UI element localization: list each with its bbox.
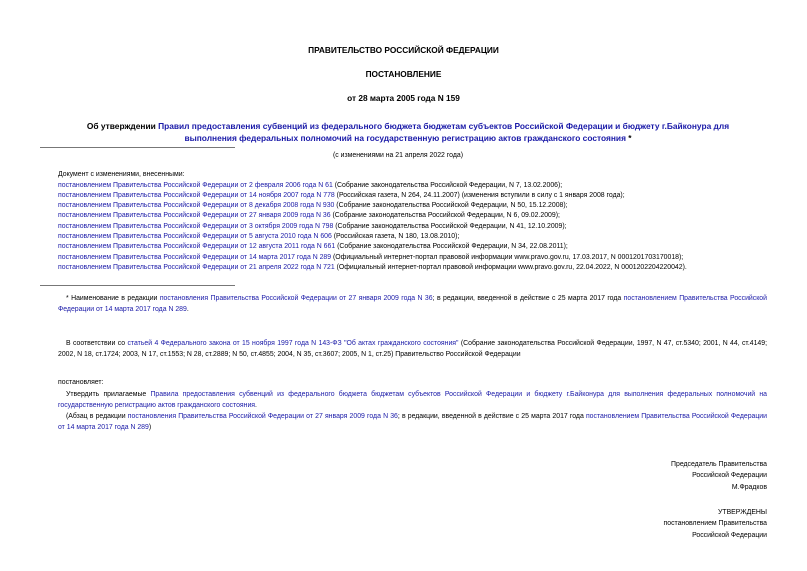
change-text: (Собрание законодательства Российской Федерации, N 7, 13.02.2006); (332, 181, 563, 189)
changes-intro: Документ с изменениями, внесенными: (58, 171, 185, 178)
footnote-text-1: * Наименование в редакции (66, 295, 160, 302)
change-text: (Собрание законодательства Российской Федерации, N 34, 22.08.2011); (335, 243, 568, 251)
document-type: ПОСТАНОВЛЕНИЕ (365, 69, 442, 79)
decree-verb: постановляет: (58, 379, 104, 386)
change-link[interactable]: постановлением Правительства Российской Федерации от 3 октября 2009 года N 798 (58, 222, 334, 230)
divider-bottom (40, 285, 235, 286)
change-item (58, 201, 568, 211)
change-link[interactable]: постановлением Правительства Российской Федерации от 2 февраля 2006 года N 61 (58, 181, 333, 189)
signature-title: Председатель Правительства (671, 461, 767, 468)
approved-block (607, 507, 767, 541)
signature-name: М.Фрадков (731, 483, 767, 491)
footnote-link-2[interactable]: постановлением Правительства Российской Федерации от 14 марта 2017 года N 289 (58, 295, 767, 313)
amend-link-1[interactable]: постановления Правительства Российской Федерации от 27 января 2009 года N 36 (127, 413, 398, 420)
amend-text-1: (Абзац в редакции (66, 413, 128, 420)
approved-label: УТВЕРЖДЕНЫ (718, 509, 767, 516)
change-link[interactable]: постановлением Правительства Российской Федерации от 21 апреля 2022 года N 721 (58, 263, 335, 271)
change-text: (Собрание законодательства Российской Федерации, N 41, 12.10.2009); (333, 222, 567, 230)
change-text: (Собрание законодательства Российской Федерации, N 50, 15.12.2008); (334, 202, 568, 210)
change-link[interactable]: постановлением Правительства Российской Федерации от 12 августа 2011 года N 661 (58, 243, 336, 251)
decree-text-2: . (255, 402, 257, 409)
preamble (58, 338, 767, 360)
change-link[interactable]: постановлением Правительства Российской Федерации от 8 декабря 2008 года N 930 (58, 202, 335, 210)
change-text: (Собрание законодательства Российской Федерации, N 6, 09.02.2009); (330, 212, 560, 220)
decree-amendment-note (58, 411, 767, 433)
title-prefix: Об утверждении (86, 121, 159, 131)
decree-text-1: Утвердить прилагаемые (66, 391, 151, 398)
change-item (58, 191, 625, 201)
signature-block (607, 459, 767, 493)
change-text: (Российская газета, N 264, 24.11.2007) (изменения вступили в силу с 1 января 2008 года); (334, 191, 625, 199)
title-suffix: * (625, 133, 632, 143)
title-link-line2[interactable]: выполнения федеральных полномочий на государственную регистрацию актов гражданского состояния (184, 133, 626, 143)
change-text: (Официальный интернет-портал правовой информации www.pravo.gov.ru, 22.04.2022, N 0001202204220042). (334, 263, 687, 271)
amended-note: (с изменениями на 21 апреля 2022 года) (333, 152, 463, 159)
footnote (58, 293, 767, 315)
change-text: (Российская газета, N 180, 13.08.2010); (331, 233, 460, 240)
government-heading: ПРАВИТЕЛЬСТВО РОССИЙСКОЙ ФЕДЕРАЦИИ (308, 45, 499, 55)
preamble-text-1: В соответствии со (66, 340, 128, 347)
change-link[interactable]: постановлением Правительства Российской Федерации от 14 марта 2017 года N 289 (58, 253, 332, 261)
approved-country: Российской Федерации (692, 531, 767, 539)
approved-by: постановлением Правительства (663, 520, 767, 528)
footnote-link-1[interactable]: постановления Правительства Российской Федерации от 27 января 2009 года N 36 (159, 295, 433, 302)
decree-paragraph (58, 389, 767, 411)
footnote-text-2: ; в редакции, введенной в действие с 25 марта 2017 года (432, 295, 624, 302)
change-item (58, 211, 560, 221)
change-item (58, 242, 568, 252)
divider-top (40, 147, 235, 148)
amend-text-2: ; в редакции, введенной в действие с 25 марта 2017 года (397, 413, 586, 420)
amend-text-3: ) (148, 424, 152, 431)
change-item (58, 253, 683, 263)
change-item (58, 232, 459, 242)
document-date: от 28 марта 2005 года N 159 (347, 93, 460, 103)
amend-link-2[interactable]: постановлением Правительства Российской Федерации от 14 марта 2017 года N 289 (58, 413, 767, 431)
footnote-text-3: . (186, 306, 189, 313)
change-item (58, 263, 687, 273)
change-link[interactable]: постановлением Правительства Российской Федерации от 5 августа 2010 года N 606 (58, 233, 332, 240)
preamble-law-link[interactable]: статьей 4 Федерального закона от 15 ноября 1997 года N 143-ФЗ "Об актах гражданского состояния" (127, 340, 459, 347)
change-item (58, 222, 567, 232)
preamble-text-2: (Собрание законодательства Российской Федерации, 1997, N 47, ст.5340; 2001, N 44, ст.4149; 2002, N 18, ст.1724; 2003, N 17, ст.1553; N 28, ст.2889; N 50, ст.4855; 2004, N 35, ст.3607; 2005, N 1, ст.25) Правительство Российской Федерации (58, 340, 767, 358)
title-link-line1[interactable]: Правил предоставления субвенций из федерального бюджета бюджетам субъектов Российской Федерации и бюджету г.Байконура для (158, 121, 730, 131)
decree-rules-link[interactable]: Правила предоставления субвенций из федерального бюджета бюджетам субъектов Российской Федерации и бюджету г.Байконура для выполнения федеральных полномочий на государственную регистрацию актов гражданского состояния (58, 391, 767, 409)
document-title (58, 120, 758, 144)
change-text: (Официальный интернет-портал правовой информации www.pravo.gov.ru, 17.03.2017, N 0001201703170018); (331, 253, 684, 261)
change-link[interactable]: постановлением Правительства Российской Федерации от 14 ноября 2007 года N 778 (58, 191, 335, 199)
signature-country: Российской Федерации (692, 472, 767, 480)
change-link[interactable]: постановлением Правительства Российской Федерации от 27 января 2009 года N 36 (58, 212, 331, 220)
change-item (58, 181, 562, 191)
